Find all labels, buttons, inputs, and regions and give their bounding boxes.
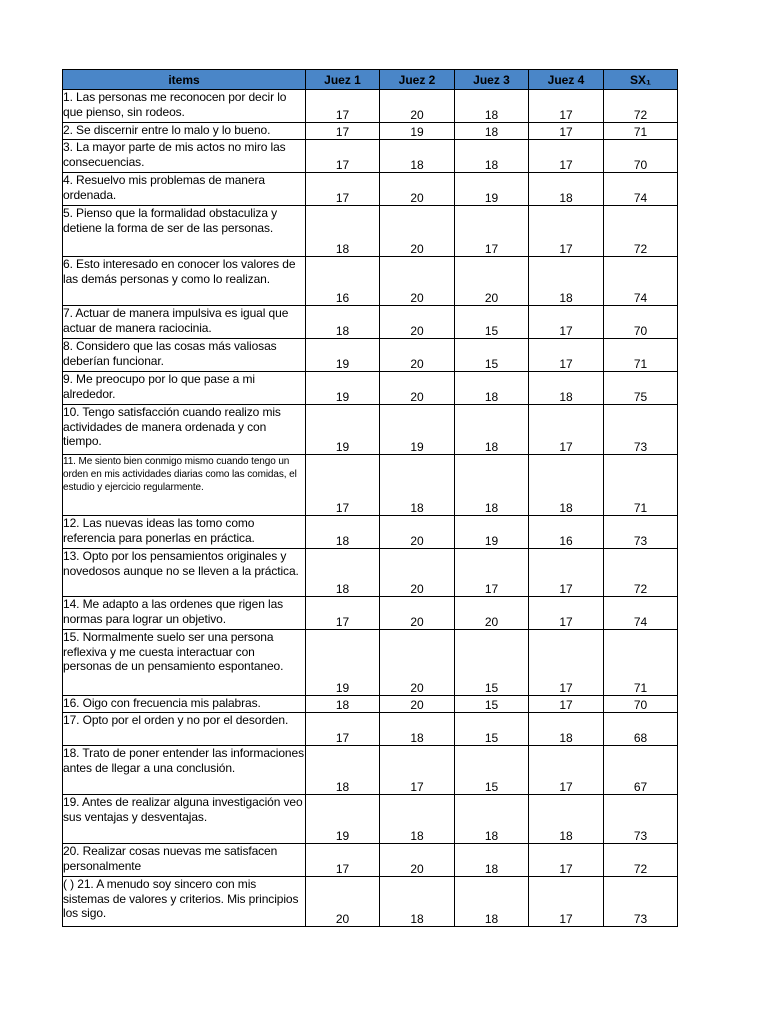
sx1-total: 71	[604, 339, 678, 372]
item-text: 12. Las nuevas ideas las tomo como referencia para ponerlas en práctica.	[63, 516, 306, 549]
juez-3-score: 15	[455, 339, 529, 372]
juez-1-score: 20	[306, 877, 380, 927]
table-row	[63, 877, 678, 927]
item-text: 18. Trato de poner entender las informaciones antes de llegar a una conclusión.	[63, 746, 306, 795]
juez-4-score: 17	[529, 746, 604, 795]
table-row	[63, 372, 678, 405]
juez-1-score: 17	[306, 713, 380, 746]
juez-2-score: 20	[380, 549, 455, 597]
juez-1-score: 17	[306, 140, 380, 173]
table-row	[63, 630, 678, 696]
juez-2-score: 20	[380, 206, 455, 257]
juez-2-score: 20	[380, 173, 455, 206]
table-row	[63, 713, 678, 746]
juez-3-score: 18	[455, 140, 529, 173]
juez-1-score: 19	[306, 372, 380, 405]
table-row	[63, 455, 678, 516]
juez-2-score: 18	[380, 877, 455, 927]
juez-4-score: 17	[529, 844, 604, 877]
juez-2-score: 19	[380, 405, 455, 455]
juez-3-score: 15	[455, 713, 529, 746]
juez-2-score: 20	[380, 90, 455, 123]
juez-4-score: 17	[529, 90, 604, 123]
item-text: 7. Actuar de manera impulsiva es igual que actuar de manera raciocinia.	[63, 306, 306, 339]
sx1-total: 72	[604, 206, 678, 257]
juez-2-score: 18	[380, 140, 455, 173]
table-row	[63, 306, 678, 339]
header-juez-4: Juez 4	[529, 70, 604, 90]
juez-1-score: 18	[306, 746, 380, 795]
table-row	[63, 257, 678, 306]
juez-2-score: 17	[380, 746, 455, 795]
juez-1-score: 19	[306, 405, 380, 455]
juez-1-score: 18	[306, 549, 380, 597]
juez-1-score: 18	[306, 306, 380, 339]
sx1-total: 72	[604, 549, 678, 597]
sx1-total: 72	[604, 90, 678, 123]
juez-4-score: 17	[529, 339, 604, 372]
sx1-total: 73	[604, 795, 678, 844]
item-text: 1. Las personas me reconocen por decir lo que pienso, sin rodeos.	[63, 90, 306, 123]
judges-table	[62, 69, 678, 927]
table-row	[63, 405, 678, 455]
juez-2-score: 20	[380, 844, 455, 877]
juez-1-score: 19	[306, 339, 380, 372]
sx1-total: 72	[604, 844, 678, 877]
table-row	[63, 140, 678, 173]
table-row	[63, 597, 678, 630]
sx1-total: 71	[604, 455, 678, 516]
sx1-total: 70	[604, 696, 678, 713]
juez-3-score: 18	[455, 844, 529, 877]
item-text: 6. Esto interesado en conocer los valores de las demás personas y como lo realizan.	[63, 257, 306, 306]
juez-2-score: 18	[380, 795, 455, 844]
table-row	[63, 795, 678, 844]
juez-3-score: 15	[455, 630, 529, 696]
juez-2-score: 20	[380, 257, 455, 306]
sx1-total: 70	[604, 306, 678, 339]
item-text: 19. Antes de realizar alguna investigación veo sus ventajas y desventajas.	[63, 795, 306, 844]
table-row	[63, 339, 678, 372]
juez-1-score: 18	[306, 206, 380, 257]
table-row	[63, 90, 678, 123]
juez-3-score: 17	[455, 206, 529, 257]
sx1-total: 75	[604, 372, 678, 405]
item-text: 11. Me siento bien conmigo mismo cuando tengo un orden en mis actividades diarias como las comidas, el estudio y ejercicio regularmente.	[63, 455, 306, 516]
juez-1-score: 16	[306, 257, 380, 306]
sx1-total: 71	[604, 630, 678, 696]
sx1-total: 74	[604, 257, 678, 306]
sx1-total: 73	[604, 877, 678, 927]
item-text: 8. Considero que las cosas más valiosas deberían funcionar.	[63, 339, 306, 372]
item-text: 4. Resuelvo mis problemas de manera ordenada.	[63, 173, 306, 206]
juez-3-score: 18	[455, 90, 529, 123]
juez-4-score: 18	[529, 372, 604, 405]
juez-3-score: 17	[455, 549, 529, 597]
juez-2-score: 20	[380, 597, 455, 630]
juez-3-score: 20	[455, 597, 529, 630]
item-text: 10. Tengo satisfacción cuando realizo mis actividades de manera ordenada y con tiempo.	[63, 405, 306, 455]
juez-2-score: 20	[380, 696, 455, 713]
header-juez-1: Juez 1	[306, 70, 380, 90]
item-text: 16. Oigo con frecuencia mis palabras.	[63, 696, 306, 713]
juez-4-score: 16	[529, 516, 604, 549]
juez-1-score: 19	[306, 630, 380, 696]
juez-4-score: 17	[529, 549, 604, 597]
sx1-total: 74	[604, 597, 678, 630]
juez-4-score: 18	[529, 173, 604, 206]
sx1-total: 71	[604, 123, 678, 140]
juez-1-score: 17	[306, 844, 380, 877]
juez-1-score: 17	[306, 123, 380, 140]
juez-4-score: 17	[529, 140, 604, 173]
juez-4-score: 17	[529, 123, 604, 140]
juez-2-score: 20	[380, 630, 455, 696]
juez-1-score: 17	[306, 455, 380, 516]
juez-4-score: 18	[529, 795, 604, 844]
juez-3-score: 18	[455, 405, 529, 455]
item-text: 2. Se discernir entre lo malo y lo bueno.	[63, 123, 306, 140]
item-text: 20. Realizar cosas nuevas me satisfacen personalmente	[63, 844, 306, 877]
table-row	[63, 549, 678, 597]
juez-3-score: 18	[455, 372, 529, 405]
table-row	[63, 173, 678, 206]
table-row	[63, 123, 678, 140]
juez-4-score: 17	[529, 696, 604, 713]
sx1-total: 67	[604, 746, 678, 795]
juez-3-score: 18	[455, 123, 529, 140]
header-items: items	[63, 70, 306, 90]
sx1-total: 68	[604, 713, 678, 746]
juez-3-score: 15	[455, 306, 529, 339]
sx1-total: 70	[604, 140, 678, 173]
header-juez-3: Juez 3	[455, 70, 529, 90]
juez-3-score: 15	[455, 746, 529, 795]
item-text: ( ) 21. A menudo soy sincero con mis sistemas de valores y criterios. Mis principios los sigo.	[63, 877, 306, 927]
juez-3-score: 20	[455, 257, 529, 306]
juez-4-score: 17	[529, 597, 604, 630]
juez-3-score: 15	[455, 696, 529, 713]
sx1-total: 73	[604, 516, 678, 549]
table-row	[63, 844, 678, 877]
juez-2-score: 19	[380, 123, 455, 140]
header-juez-2: Juez 2	[380, 70, 455, 90]
item-text: 15. Normalmente suelo ser una persona reflexiva y me cuesta interactuar con personas de un pensamiento espontaneo.	[63, 630, 306, 696]
juez-1-score: 18	[306, 696, 380, 713]
juez-4-score: 17	[529, 877, 604, 927]
item-text: 14. Me adapto a las ordenes que rigen las normas para lograr un objetivo.	[63, 597, 306, 630]
juez-4-score: 17	[529, 206, 604, 257]
header-sx1: SX₁	[604, 70, 678, 90]
juez-1-score: 17	[306, 90, 380, 123]
table-row	[63, 516, 678, 549]
juez-1-score: 18	[306, 516, 380, 549]
table-row	[63, 206, 678, 257]
sx1-total: 73	[604, 405, 678, 455]
item-text: 9. Me preocupo por lo que pase a mi alrededor.	[63, 372, 306, 405]
juez-4-score: 17	[529, 405, 604, 455]
juez-3-score: 18	[455, 795, 529, 844]
juez-2-score: 20	[380, 306, 455, 339]
juez-2-score: 20	[380, 372, 455, 405]
juez-3-score: 18	[455, 877, 529, 927]
table-row	[63, 746, 678, 795]
juez-3-score: 18	[455, 455, 529, 516]
juez-1-score: 17	[306, 597, 380, 630]
juez-2-score: 18	[380, 713, 455, 746]
item-text: 5. Pienso que la formalidad obstaculiza y detiene la forma de ser de las personas.	[63, 206, 306, 257]
item-text: 3. La mayor parte de mis actos no miro las consecuencias.	[63, 140, 306, 173]
item-text: 13. Opto por los pensamientos originales y novedosos aunque no se lleven a la práctica.	[63, 549, 306, 597]
juez-2-score: 18	[380, 455, 455, 516]
sx1-total: 74	[604, 173, 678, 206]
juez-3-score: 19	[455, 516, 529, 549]
juez-4-score: 18	[529, 713, 604, 746]
item-text: 17. Opto por el orden y no por el desorden.	[63, 713, 306, 746]
table-row	[63, 696, 678, 713]
juez-1-score: 17	[306, 173, 380, 206]
juez-2-score: 20	[380, 339, 455, 372]
juez-3-score: 19	[455, 173, 529, 206]
juez-4-score: 18	[529, 257, 604, 306]
header-row	[63, 70, 678, 90]
juez-4-score: 18	[529, 455, 604, 516]
juez-2-score: 20	[380, 516, 455, 549]
juez-1-score: 19	[306, 795, 380, 844]
juez-4-score: 17	[529, 306, 604, 339]
juez-4-score: 17	[529, 630, 604, 696]
